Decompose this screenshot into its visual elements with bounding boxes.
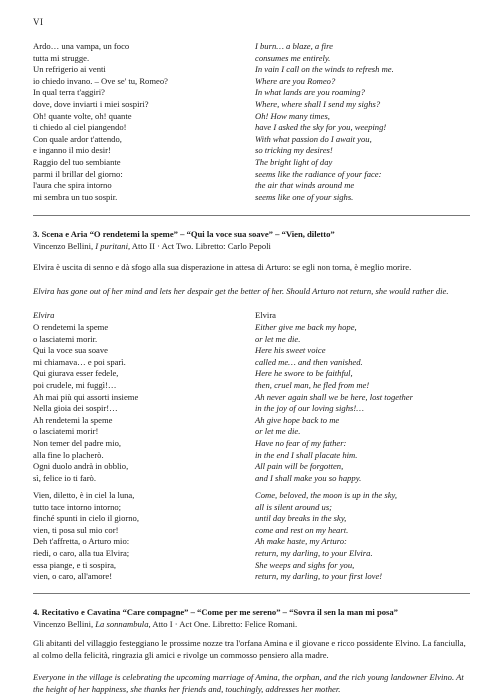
verse-line: or let me die. bbox=[255, 333, 301, 344]
verse-line: essa piange, e ti sospira, bbox=[33, 559, 117, 570]
verse-line: In what lands are you roaming? bbox=[255, 87, 365, 98]
section3-stanza1-english bbox=[255, 322, 470, 484]
block1-italian-verse bbox=[33, 41, 238, 203]
section4-summary-english: Everyone in the village is celebrating the upcoming marriage of Amina, the orphan, and the rich young landowner Elvino. At the height of her happiness, she thanks her friends and, touchingly, addresses her mother. bbox=[33, 672, 464, 694]
verse-line: tutto tace intorno intorno; bbox=[33, 501, 122, 512]
verse-line: Non temer del padre mio, bbox=[33, 437, 122, 448]
verse-line: Qui la voce sua soave bbox=[33, 345, 108, 356]
verse-line: She weeps and sighs for you, bbox=[255, 559, 355, 570]
verse-line: have I asked the sky for you, weeping! bbox=[255, 122, 387, 133]
verse-line: Either give me back my hope, bbox=[255, 322, 357, 332]
verse-line: called me… and then vanished. bbox=[255, 356, 363, 367]
verse-line: Deh t'affretta, o Arturo mio: bbox=[33, 536, 130, 547]
verse-line: or let me die. bbox=[255, 426, 301, 437]
verse-line: return, my darling, to your first love! bbox=[255, 571, 383, 582]
verse-line: come and rest on my heart. bbox=[255, 524, 349, 535]
verse-line: then, cruel man, he fled from me! bbox=[255, 379, 370, 390]
verse-line: in the end I shall placate him. bbox=[255, 449, 358, 460]
verse-line: and I shall make you so happy. bbox=[255, 472, 362, 483]
verse-line: I burn… a blaze, a fire bbox=[255, 41, 333, 51]
section3-stanza2-english bbox=[255, 490, 470, 583]
verse-line: Ah rendetemi la speme bbox=[33, 414, 113, 425]
verse-line: so tricking my desires! bbox=[255, 145, 333, 156]
verse-line: seems like the radiance of your face: bbox=[255, 168, 382, 179]
section3-credit bbox=[33, 241, 470, 253]
verse-line: o lasciatemi morir. bbox=[33, 333, 98, 344]
verse-line: In qual terra t'aggiri? bbox=[33, 87, 105, 98]
verse-line: Un refrigerio ai venti bbox=[33, 64, 106, 75]
verse-line: The bright light of day bbox=[255, 156, 333, 167]
verse-line: ti chiedo al ciel piangendo! bbox=[33, 122, 127, 133]
verse-line: Ah give hope back to me bbox=[255, 414, 340, 425]
section3-summary-english: Elvira has gone out of her mind and lets her despair get the better of her. Should Arturo not return, she would rather die. bbox=[33, 286, 449, 296]
verse-line: consumes me entirely. bbox=[255, 52, 331, 63]
verse-line: l'aura che spira intorno bbox=[33, 180, 112, 191]
verse-line: sì, felice io ti farò. bbox=[33, 472, 96, 483]
verse-line: Have no fear of my father: bbox=[255, 437, 347, 448]
page-number: VI bbox=[33, 17, 44, 27]
verse-line: riedi, o caro, alla tua Elvira; bbox=[33, 547, 130, 558]
block1-english-verse bbox=[255, 41, 470, 203]
verse-line: poi crudele, mi fuggì!… bbox=[33, 379, 117, 390]
verse-line: Oh! quante volte, oh! quante bbox=[33, 110, 132, 121]
section4-summary-italian: Gli abitanti del villaggio festeggiano le prossime nozze tra l'orfana Amina e il giovane e ricco possidente Elvino. La fanciulla, al colmo della felicità, ringrazia gli amici e rivolge un commosso pensiero alla madre. bbox=[33, 638, 466, 660]
verse-line: Oh! How many times, bbox=[255, 110, 330, 121]
verse-line: seems like one of your sighs. bbox=[255, 191, 354, 202]
verse-line: until day breaks in the sky, bbox=[255, 513, 347, 524]
verse-line: vien, o caro, all'amore! bbox=[33, 571, 113, 582]
verse-line: Qui giurava esser fedele, bbox=[33, 368, 119, 379]
section4-heading: 4. Recitativo e Cavatina “Care compagne” – “Come per me sereno” – “Sovra il sen la man mi posa” bbox=[33, 607, 398, 617]
verse-line: Ah mai più qui assorti insieme bbox=[33, 391, 139, 402]
verse-line: mi chiamava… e poi sparì. bbox=[33, 356, 126, 367]
verse-line: in the joy of our loving sighs!… bbox=[255, 403, 364, 414]
verse-line: With what passion do I await you, bbox=[255, 133, 372, 144]
section3-opera-title: I puritani bbox=[95, 241, 128, 251]
verse-line: Ah never again shall we be here, lost together bbox=[255, 391, 413, 402]
verse-line: return, my darling, to your Elvira. bbox=[255, 547, 373, 558]
verse-line: finché spunti in cielo il giorno, bbox=[33, 513, 139, 524]
section3-stanza2-italian bbox=[33, 490, 238, 583]
section4-credit bbox=[33, 619, 470, 631]
verse-line: Here his sweet voice bbox=[255, 345, 326, 356]
section3-character-italian: Elvira bbox=[33, 310, 55, 320]
verse-line: Con quale ardor t'attendo, bbox=[33, 133, 122, 144]
section3-summary-italian: Elvira è uscita di senno e dà sfogo alla sua disperazione in attesa di Arturo: se egli non torna, è meglio morire. bbox=[33, 262, 412, 272]
verse-line: o lasciatemi morir! bbox=[33, 426, 99, 437]
verse-line: Raggio del tuo sembiante bbox=[33, 156, 121, 167]
section3-heading: 3. Scena e Aria “O rendetemi la speme” – “Qui la voce sua soave” – “Vien, diletto” bbox=[33, 229, 335, 239]
verse-line: alla fine lo placherò. bbox=[33, 449, 104, 460]
verse-line: parmi il brillar del giorno: bbox=[33, 168, 123, 179]
verse-line: tutta mi strugge. bbox=[33, 52, 90, 63]
verse-line: Nella gioia dei sospir!… bbox=[33, 403, 118, 414]
verse-line: e inganno il mio desir! bbox=[33, 145, 111, 156]
verse-line: All pain will be forgotten, bbox=[255, 461, 344, 472]
section3-character-english: Elvira bbox=[255, 310, 276, 320]
verse-line: Come, beloved, the moon is up in the sky, bbox=[255, 490, 398, 500]
verse-line: Ogni duolo andrà in obblio, bbox=[33, 461, 129, 472]
section-divider bbox=[33, 215, 470, 216]
verse-line: In vain I call on the winds to refresh me. bbox=[255, 64, 394, 75]
verse-line: all is silent around us; bbox=[255, 501, 333, 512]
verse-line: the air that winds around me bbox=[255, 180, 355, 191]
verse-line: Where are you Romeo? bbox=[255, 75, 336, 86]
section3-credit-rest: , Atto II · Act Two. Libretto: Carlo Pepoli bbox=[127, 241, 271, 251]
section-divider bbox=[33, 593, 470, 594]
verse-line: Ardo… una vampa, un foco bbox=[33, 41, 130, 51]
section3-stanza1-italian bbox=[33, 322, 238, 484]
section3-composer: Vincenzo Bellini, bbox=[33, 241, 96, 251]
verse-line: mi sembra un tuo sospir. bbox=[33, 191, 118, 202]
verse-line: io chiedo invano. – Ove se' tu, Romeo? bbox=[33, 75, 168, 86]
verse-line: Here he swore to be faithful, bbox=[255, 368, 353, 379]
section4-composer: Vincenzo Bellini, bbox=[33, 619, 96, 629]
verse-line: dove, dove inviarti i miei sospiri? bbox=[33, 98, 149, 109]
section4-credit-rest: , Atto I · Act One. Libretto: Felice Romani. bbox=[148, 619, 298, 629]
verse-line: Vien, diletto, è in ciel la luna, bbox=[33, 490, 135, 500]
verse-line: Ah make haste, my Arturo: bbox=[255, 536, 347, 547]
section4-opera-title: La sonnambula bbox=[95, 619, 149, 629]
verse-line: O rendetemi la speme bbox=[33, 322, 109, 332]
verse-line: vien, ti posa sul mio cor! bbox=[33, 524, 119, 535]
verse-line: Where, where shall I send my sighs? bbox=[255, 98, 381, 109]
